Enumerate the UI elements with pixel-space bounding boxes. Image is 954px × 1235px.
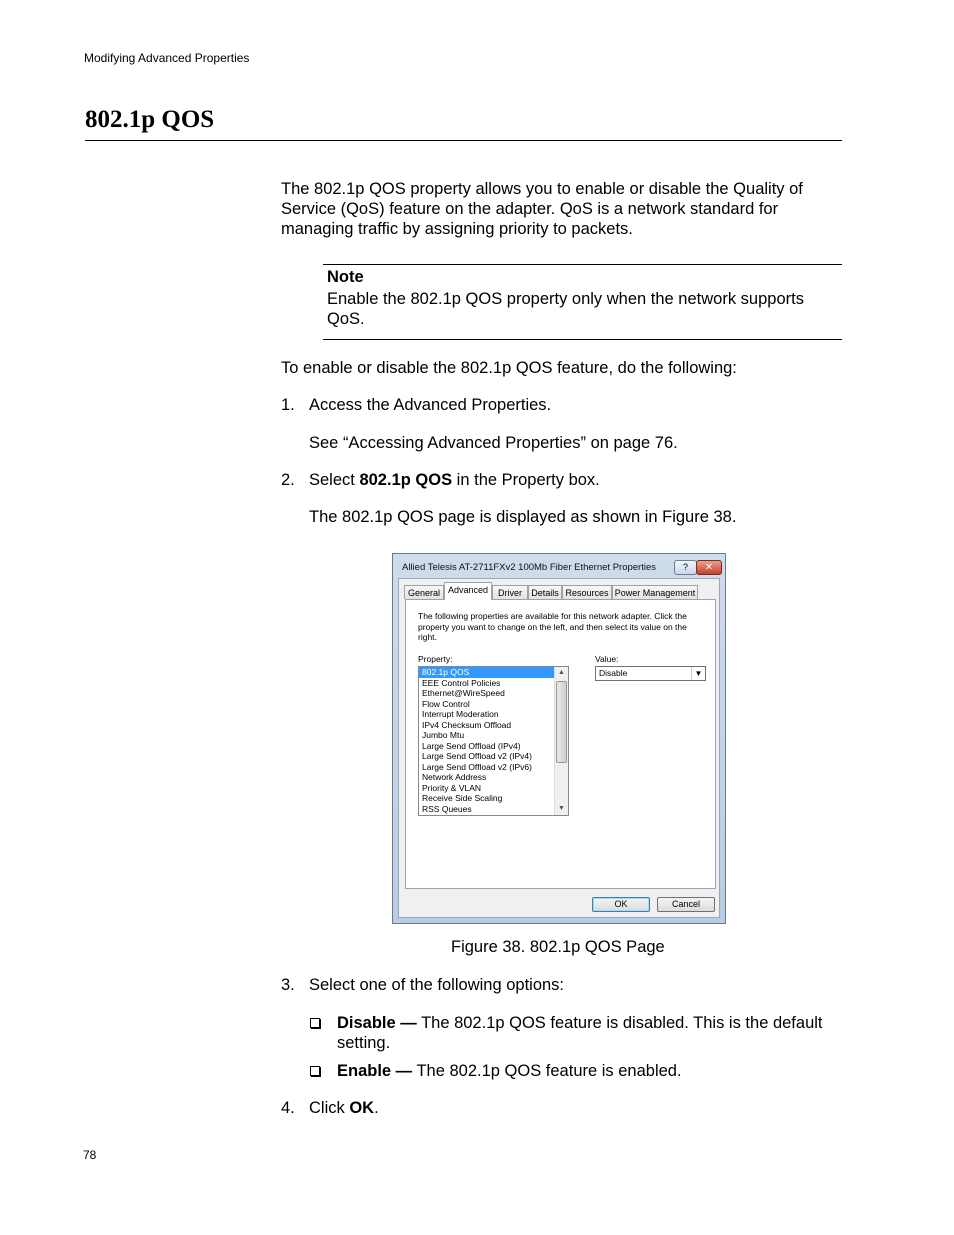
property-listbox[interactable] <box>418 666 569 816</box>
property-item[interactable]: IPv4 Checksum Offload <box>422 719 512 730</box>
tab-resources[interactable]: Resources <box>562 585 612 599</box>
help-button[interactable]: ? <box>674 560 697 575</box>
panel-description: The following properties are available for this network adapter. Click the property you want to change on the left, and then select its value on the right. <box>418 611 687 642</box>
checkbox-bullet-icon <box>310 1066 320 1076</box>
property-item[interactable]: Receive Side Scaling <box>422 793 503 803</box>
property-item[interactable]: RSS Queues <box>422 803 472 814</box>
scroll-down-icon[interactable]: ▼ <box>558 805 565 812</box>
step-4-pre: Click <box>309 1099 350 1117</box>
step-1-reference: See “Accessing Advanced Properties” on page 76. <box>309 434 678 452</box>
step-4-number: 4. <box>281 1099 295 1117</box>
checkbox-bullet-icon <box>310 1018 320 1028</box>
property-scrollbar[interactable] <box>554 667 568 815</box>
step-2-text <box>309 470 600 490</box>
advanced-tab-panel <box>405 599 716 889</box>
step-4-post: . <box>374 1099 379 1117</box>
tab-advanced[interactable]: Advanced <box>444 582 492 600</box>
step-4-bold: OK <box>349 1099 375 1117</box>
scroll-thumb[interactable] <box>556 681 567 763</box>
property-item[interactable]: Ethernet@WireSpeed <box>422 688 505 698</box>
step-2-post: in the Property box. <box>452 471 600 489</box>
figure-caption: Figure 38. 802.1p QOS Page <box>451 938 665 956</box>
procedure-intro: To enable or disable the 802.1p QOS feature, do the following: <box>281 359 737 377</box>
option-disable <box>337 1013 842 1053</box>
property-item[interactable]: Priority & VLAN <box>422 782 482 793</box>
properties-dialog <box>392 553 726 924</box>
value-dropdown[interactable] <box>595 666 706 681</box>
ok-button[interactable]: OK <box>592 897 650 912</box>
tab-power-management[interactable]: Power Management <box>612 585 698 599</box>
option-disable-desc: The 802.1p QOS feature is disabled. This is the default setting. <box>337 1014 823 1052</box>
tab-general[interactable]: General <box>404 585 444 599</box>
property-label: Property: <box>418 654 453 664</box>
intro-paragraph: The 802.1p QOS property allows you to enable or disable the Quality of Service (QoS) feature on the adapter. QoS is a network standard for managing traffic by assigning priority to packets. <box>281 180 803 238</box>
dialog-title: Allied Telesis AT-2711FXv2 100Mb Fiber Ethernet Properties <box>402 562 656 573</box>
tab-details[interactable]: Details <box>528 585 562 599</box>
note-box <box>323 264 842 340</box>
step-4-text <box>309 1098 379 1118</box>
page-number: 78 <box>83 1148 97 1162</box>
property-item[interactable]: Large Send Offload v2 (IPv4) <box>422 751 532 761</box>
step-2-result: The 802.1p QOS page is displayed as shown in Figure 38. <box>309 508 737 526</box>
dialog-body <box>398 578 720 918</box>
title-rule <box>85 140 842 141</box>
property-item[interactable]: Jumbo Mtu <box>422 730 465 740</box>
step-1-number: 1. <box>281 396 295 414</box>
property-item[interactable]: Large Send Offload v2 (IPv6) <box>422 761 532 772</box>
property-item[interactable]: Flow Control <box>422 698 470 709</box>
step-2-bold: 802.1p QOS <box>359 471 453 489</box>
step-2-pre: Select <box>309 471 360 489</box>
option-enable-term: Enable — <box>337 1062 413 1080</box>
section-title: 802.1p QOS <box>85 106 215 133</box>
step-2-number: 2. <box>281 471 295 489</box>
note-heading: Note <box>327 268 364 286</box>
property-item[interactable]: 802.1p QOS <box>419 667 554 678</box>
property-item[interactable]: Network Address <box>422 772 487 782</box>
step-1-text: Access the Advanced Properties. <box>309 396 552 414</box>
chevron-down-icon[interactable]: ▼ <box>691 667 705 680</box>
tab-driver[interactable]: Driver <box>492 585 528 599</box>
note-text: Enable the 802.1p QOS property only when the network supports QoS. <box>327 290 804 328</box>
property-item[interactable]: Interrupt Moderation <box>422 709 499 719</box>
property-item[interactable]: Large Send Offload (IPv4) <box>422 740 521 751</box>
cancel-button[interactable]: Cancel <box>657 897 715 912</box>
option-enable <box>337 1061 682 1081</box>
option-enable-desc: The 802.1p QOS feature is enabled. <box>412 1062 682 1080</box>
close-button[interactable]: ✕ <box>696 560 722 575</box>
value-selected: Disable <box>599 668 628 678</box>
option-disable-term: Disable — <box>337 1014 417 1032</box>
value-label: Value: <box>595 654 619 664</box>
step-3-number: 3. <box>281 976 295 994</box>
property-item[interactable]: EEE Control Policies <box>422 677 501 688</box>
step-3-text: Select one of the following options: <box>309 976 565 994</box>
scroll-up-icon[interactable]: ▲ <box>558 669 565 676</box>
running-header: Modifying Advanced Properties <box>84 51 250 65</box>
